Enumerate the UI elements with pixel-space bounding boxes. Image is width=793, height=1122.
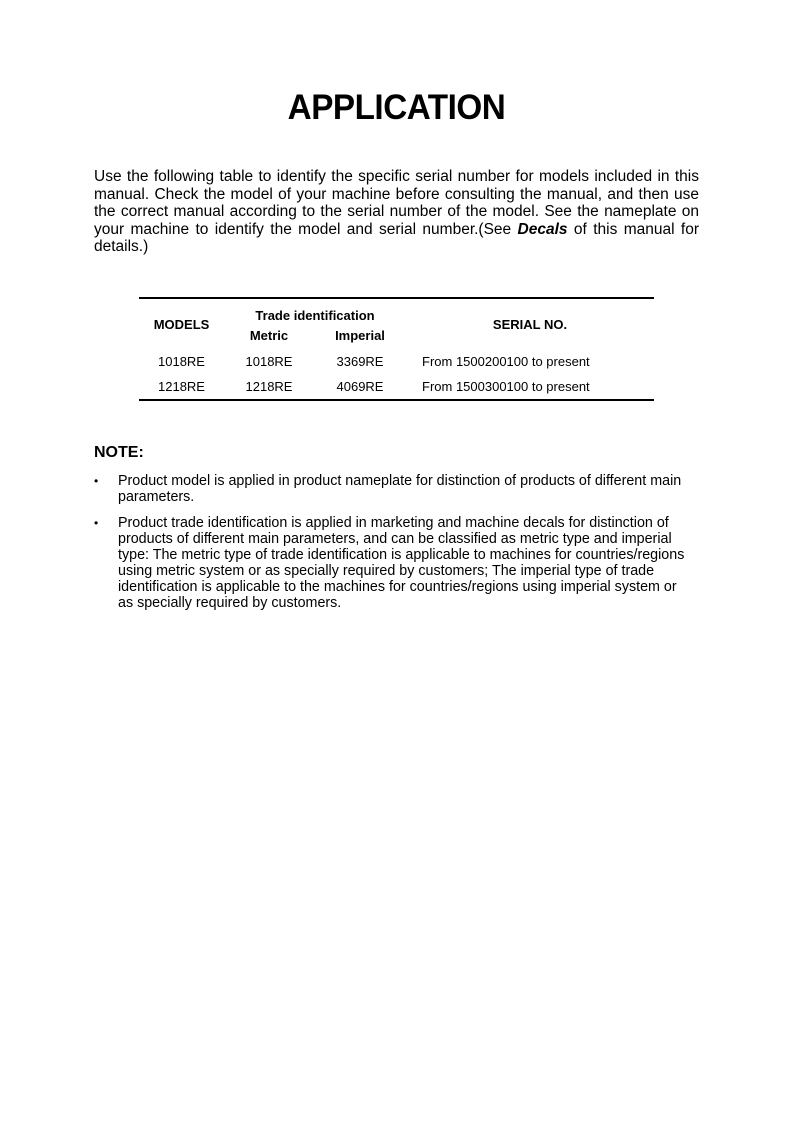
intro-paragraph (94, 168, 699, 256)
note-heading: NOTE: (94, 444, 144, 461)
header-models: MODELS (153, 316, 210, 332)
header-metric: Metric (249, 327, 289, 343)
note-list (94, 473, 694, 621)
note-text: Product trade identification is applied in marketing and machine decals for distinction of products of different main parameters, and can be classified as metric type and imperial type: The metric type of trade identification is applicable to machines for countries/regions using metric system or as specially required by customers; The imperial type of trade identification is applicable to the machines for countries/regions using imperial system or as specially required by customers. (118, 515, 685, 611)
cell-model: 1218RE (158, 379, 205, 394)
page-title: APPLICATION (287, 88, 506, 127)
cell-imperial: 3369RE (336, 354, 384, 369)
bullet-icon: • (94, 516, 99, 530)
cell-model: 1018RE (158, 354, 205, 369)
table-row (139, 349, 654, 374)
list-item (94, 515, 694, 611)
cell-metric: 1218RE (245, 379, 293, 394)
cell-imperial: 4069RE (336, 379, 384, 394)
header-trade-identification: Trade identification (255, 308, 375, 323)
intro-text-after: of this manual for details.) (94, 220, 699, 255)
bullet-icon: • (94, 474, 99, 488)
table-row (139, 374, 654, 400)
list-item (94, 473, 694, 505)
cell-serial: From 1500200100 to present (422, 354, 590, 369)
header-serial-no: SERIAL NO. (492, 316, 568, 332)
serial-number-table (139, 297, 654, 401)
header-imperial: Imperial (335, 327, 385, 343)
cell-metric: 1018RE (245, 354, 293, 369)
decals-emphasis: Decals (517, 220, 568, 238)
cell-serial: From 1500300100 to present (422, 379, 590, 394)
intro-text-before: Use the following table to identify the specific serial number for models included in this manual. Check the model of your machine before consulting the manual, and then use the correct manual according to the serial number of the model. See the nameplate on your machine to identify the model and serial number.(See (94, 168, 699, 238)
note-text: Product model is applied in product nameplate for distinction of products of different main parameters. (118, 473, 682, 505)
